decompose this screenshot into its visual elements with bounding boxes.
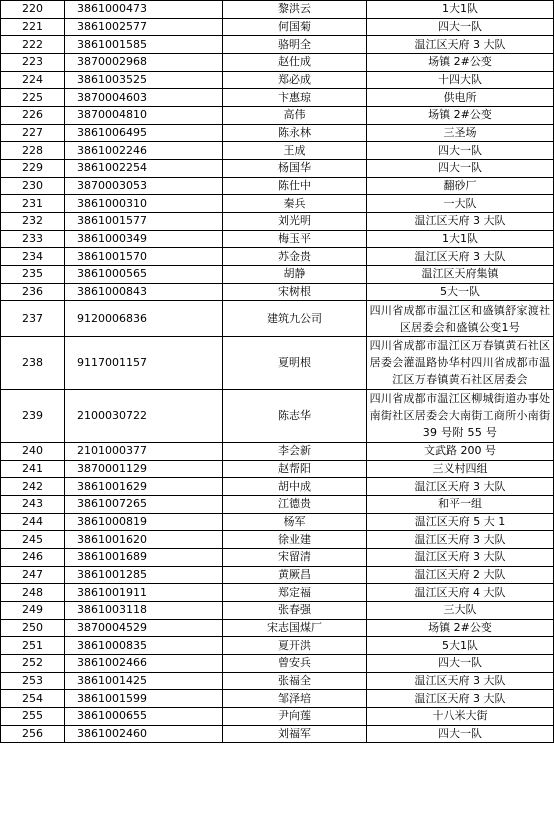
address-cell: 和平一组 — [367, 495, 554, 513]
table-row — [1, 460, 554, 478]
table-row — [1, 495, 554, 513]
address-cell: 温江区天府 3 大队 — [367, 213, 554, 231]
table-row — [1, 672, 554, 690]
customer-name-cell: 赵帮阳 — [223, 460, 367, 478]
address-cell: 5大1队 — [367, 637, 554, 655]
table-row — [1, 36, 554, 54]
customer-name-cell: 宋树根 — [223, 283, 367, 301]
address-cell: 温江区天府 4 大队 — [367, 584, 554, 602]
customer-name-cell: 徐业建 — [223, 531, 367, 549]
customer-name-cell: 夏明根 — [223, 336, 367, 389]
row-number-cell: 223 — [1, 54, 65, 72]
row-number-cell: 228 — [1, 142, 65, 160]
table-row — [1, 336, 554, 389]
account-code-cell: 3861003118 — [65, 601, 223, 619]
address-cell: 5大一队 — [367, 283, 554, 301]
row-number-cell: 226 — [1, 107, 65, 125]
table-row — [1, 637, 554, 655]
table-row — [1, 124, 554, 142]
customer-name-cell: 郑必成 — [223, 71, 367, 89]
customer-name-cell: 王成 — [223, 142, 367, 160]
table-row — [1, 107, 554, 125]
row-number-cell: 255 — [1, 707, 65, 725]
row-number-cell: 236 — [1, 283, 65, 301]
address-cell: 温江区天府 2 大队 — [367, 566, 554, 584]
account-code-cell: 3861001570 — [65, 248, 223, 266]
address-cell: 1大1队 — [367, 1, 554, 19]
row-number-cell: 233 — [1, 230, 65, 248]
row-number-cell: 241 — [1, 460, 65, 478]
account-code-cell: 3861002460 — [65, 725, 223, 743]
table-row — [1, 301, 554, 336]
customer-name-cell: 张福全 — [223, 672, 367, 690]
table-row — [1, 230, 554, 248]
address-cell: 四大一队 — [367, 654, 554, 672]
table-row — [1, 442, 554, 460]
address-cell: 温江区天府 5 大 1 — [367, 513, 554, 531]
row-number-cell: 220 — [1, 1, 65, 19]
table-row — [1, 690, 554, 708]
row-number-cell: 232 — [1, 213, 65, 231]
account-code-cell: 3870001129 — [65, 460, 223, 478]
table-row — [1, 160, 554, 178]
customer-name-cell: 郑定福 — [223, 584, 367, 602]
address-cell: 文武路 200 号 — [367, 442, 554, 460]
customer-name-cell: 梅玉平 — [223, 230, 367, 248]
account-code-cell: 3861002246 — [65, 142, 223, 160]
customer-name-cell: 秦兵 — [223, 195, 367, 213]
table-row — [1, 548, 554, 566]
customer-name-cell: 骆明全 — [223, 36, 367, 54]
address-cell: 十四大队 — [367, 71, 554, 89]
address-cell: 场镇 2#公变 — [367, 54, 554, 72]
table-row — [1, 177, 554, 195]
table-row — [1, 654, 554, 672]
customer-name-cell: 宋留清 — [223, 548, 367, 566]
row-number-cell: 247 — [1, 566, 65, 584]
account-code-cell: 3861000843 — [65, 283, 223, 301]
customer-name-cell: 胡中成 — [223, 478, 367, 496]
account-code-cell: 3870002968 — [65, 54, 223, 72]
address-cell: 三圣场 — [367, 124, 554, 142]
address-cell: 三大队 — [367, 601, 554, 619]
account-code-cell: 3861000655 — [65, 707, 223, 725]
address-cell: 温江区天府 3 大队 — [367, 248, 554, 266]
account-code-cell: 3861001689 — [65, 548, 223, 566]
row-number-cell: 246 — [1, 548, 65, 566]
address-cell: 温江区天府 3 大队 — [367, 672, 554, 690]
account-code-cell: 3861001629 — [65, 478, 223, 496]
table-row — [1, 1, 554, 19]
account-code-cell: 3861001620 — [65, 531, 223, 549]
table-row — [1, 195, 554, 213]
customer-name-cell: 苏金贵 — [223, 248, 367, 266]
table-row — [1, 18, 554, 36]
address-cell: 翻砂厂 — [367, 177, 554, 195]
account-code-cell: 3861001577 — [65, 213, 223, 231]
row-number-cell: 230 — [1, 177, 65, 195]
table-row — [1, 283, 554, 301]
row-number-cell: 227 — [1, 124, 65, 142]
customer-name-cell: 黎洪云 — [223, 1, 367, 19]
address-cell: 温江区天府 3 大队 — [367, 478, 554, 496]
row-number-cell: 252 — [1, 654, 65, 672]
customer-name-cell: 建筑九公司 — [223, 301, 367, 336]
address-cell: 三义村四组 — [367, 460, 554, 478]
table-row — [1, 531, 554, 549]
row-number-cell: 248 — [1, 584, 65, 602]
address-cell: 温江区天府 3 大队 — [367, 690, 554, 708]
customer-name-cell: 曾安兵 — [223, 654, 367, 672]
table-row — [1, 584, 554, 602]
row-number-cell: 229 — [1, 160, 65, 178]
records-table-body — [1, 1, 554, 743]
address-cell: 温江区天府 3 大队 — [367, 36, 554, 54]
account-code-cell: 3861002254 — [65, 160, 223, 178]
account-code-cell: 9117001157 — [65, 336, 223, 389]
table-row — [1, 266, 554, 284]
address-cell: 四川省成都市温江区万春镇黄石社区居委会灌温路协华村四川省成都市温江区万春镇黄石社区居委会 — [367, 336, 554, 389]
address-cell: 四大一队 — [367, 725, 554, 743]
row-number-cell: 224 — [1, 71, 65, 89]
account-code-cell: 3861000819 — [65, 513, 223, 531]
account-code-cell: 3870003053 — [65, 177, 223, 195]
address-cell: 场镇 2#公变 — [367, 619, 554, 637]
customer-name-cell: 陈永林 — [223, 124, 367, 142]
customer-name-cell: 杨军 — [223, 513, 367, 531]
account-code-cell: 3861000835 — [65, 637, 223, 655]
account-code-cell: 3861002577 — [65, 18, 223, 36]
address-cell: 四川省成都市温江区和盛镇舒家渡社区居委会和盛镇公变1号 — [367, 301, 554, 336]
row-number-cell: 254 — [1, 690, 65, 708]
customer-name-cell: 高伟 — [223, 107, 367, 125]
account-code-cell: 3870004810 — [65, 107, 223, 125]
address-cell: 供电所 — [367, 89, 554, 107]
table-row — [1, 566, 554, 584]
row-number-cell: 234 — [1, 248, 65, 266]
account-code-cell: 3861000473 — [65, 1, 223, 19]
row-number-cell: 238 — [1, 336, 65, 389]
account-code-cell: 9120006836 — [65, 301, 223, 336]
table-row — [1, 54, 554, 72]
table-row — [1, 725, 554, 743]
table-row — [1, 71, 554, 89]
account-code-cell: 2101000377 — [65, 442, 223, 460]
customer-name-cell: 刘福军 — [223, 725, 367, 743]
address-cell: 温江区天府 3 大队 — [367, 531, 554, 549]
row-number-cell: 225 — [1, 89, 65, 107]
account-code-cell: 3861001599 — [65, 690, 223, 708]
account-code-cell: 3861001425 — [65, 672, 223, 690]
account-code-cell: 3861000349 — [65, 230, 223, 248]
row-number-cell: 251 — [1, 637, 65, 655]
row-number-cell: 222 — [1, 36, 65, 54]
address-cell: 十八米大街 — [367, 707, 554, 725]
row-number-cell: 249 — [1, 601, 65, 619]
customer-name-cell: 赵仕成 — [223, 54, 367, 72]
customer-name-cell: 黄厥昌 — [223, 566, 367, 584]
row-number-cell: 242 — [1, 478, 65, 496]
account-code-cell: 3861002466 — [65, 654, 223, 672]
row-number-cell: 253 — [1, 672, 65, 690]
customer-name-cell: 夏开洪 — [223, 637, 367, 655]
address-cell: 温江区天府 3 大队 — [367, 548, 554, 566]
customer-name-cell: 陈志华 — [223, 389, 367, 442]
row-number-cell: 240 — [1, 442, 65, 460]
table-row — [1, 389, 554, 442]
row-number-cell: 221 — [1, 18, 65, 36]
row-number-cell: 237 — [1, 301, 65, 336]
table-row — [1, 142, 554, 160]
customer-name-cell: 李会新 — [223, 442, 367, 460]
address-cell: 四川省成都市温江区柳城街道办事处南街社区居委会大南街工商所小南街 39 号附 55 号 — [367, 389, 554, 442]
table-row — [1, 513, 554, 531]
table-row — [1, 248, 554, 266]
address-cell: 一大队 — [367, 195, 554, 213]
address-cell: 四大一队 — [367, 18, 554, 36]
account-code-cell: 3870004529 — [65, 619, 223, 637]
customer-name-cell: 陈仕中 — [223, 177, 367, 195]
address-cell: 四大一队 — [367, 142, 554, 160]
customer-name-cell: 刘光明 — [223, 213, 367, 231]
customer-name-cell: 胡静 — [223, 266, 367, 284]
row-number-cell: 256 — [1, 725, 65, 743]
customer-name-cell: 杨国华 — [223, 160, 367, 178]
account-code-cell: 3861001911 — [65, 584, 223, 602]
row-number-cell: 245 — [1, 531, 65, 549]
customer-name-cell: 邹泽培 — [223, 690, 367, 708]
address-cell: 1大1队 — [367, 230, 554, 248]
address-cell: 场镇 2#公变 — [367, 107, 554, 125]
account-code-cell: 3861001585 — [65, 36, 223, 54]
account-code-cell: 2100030722 — [65, 389, 223, 442]
customer-name-cell: 何国菊 — [223, 18, 367, 36]
account-code-cell: 3861007265 — [65, 495, 223, 513]
row-number-cell: 231 — [1, 195, 65, 213]
customer-name-cell: 尹向莲 — [223, 707, 367, 725]
account-code-cell: 3861006495 — [65, 124, 223, 142]
row-number-cell: 239 — [1, 389, 65, 442]
customer-name-cell: 江德贵 — [223, 495, 367, 513]
customer-name-cell: 宋志国煤厂 — [223, 619, 367, 637]
address-cell: 温江区天府集镇 — [367, 266, 554, 284]
address-cell: 四大一队 — [367, 160, 554, 178]
row-number-cell: 244 — [1, 513, 65, 531]
table-row — [1, 478, 554, 496]
account-code-cell: 3870004603 — [65, 89, 223, 107]
table-row — [1, 601, 554, 619]
table-row — [1, 707, 554, 725]
table-row — [1, 89, 554, 107]
table-row — [1, 619, 554, 637]
row-number-cell: 235 — [1, 266, 65, 284]
account-code-cell: 3861000310 — [65, 195, 223, 213]
customer-name-cell: 卞惠琼 — [223, 89, 367, 107]
customer-name-cell: 张春强 — [223, 601, 367, 619]
account-code-cell: 3861003525 — [65, 71, 223, 89]
account-code-cell: 3861001285 — [65, 566, 223, 584]
row-number-cell: 250 — [1, 619, 65, 637]
table-row — [1, 213, 554, 231]
row-number-cell: 243 — [1, 495, 65, 513]
account-code-cell: 3861000565 — [65, 266, 223, 284]
